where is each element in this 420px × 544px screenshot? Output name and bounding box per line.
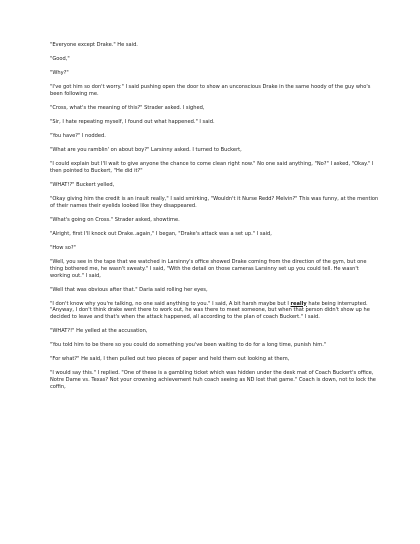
paragraph: "WHAT?!" He yelled at the accusation, — [50, 328, 148, 335]
paragraph-text-after: hate being interrupted. "Anyway, I don't think drake went there to work out, he was there to meet someone, but when that person didn't show up he decided to leave and that's when the attack happened, all according to the plan of coach Buckert." I said. — [50, 300, 370, 321]
paragraph: "What are you ramblin' on about boy?" Larsinny asked. I turned to Buckert, — [50, 146, 242, 153]
document-page — [50, 42, 380, 391]
emphasized-word: really — [290, 300, 307, 307]
paragraph: "WHAT!?" Buckert yelled, — [50, 181, 115, 188]
paragraph: "Sir, I hate repeating myself, I found out what happened." I said. — [50, 118, 215, 125]
paragraph: "Cross, what's the meaning of this?" Strader asked. I sighed, — [50, 104, 205, 111]
paragraph: "You told him to be there so you could do something you've been waiting to do for a long time, punish him." — [50, 342, 327, 349]
paragraph: "How so?" — [50, 244, 76, 251]
paragraph-with-emphasis — [50, 301, 380, 322]
paragraph: "Alright, first I'll knock out Drake..again," I began, "Drake's attack was a set up." I said, — [50, 230, 272, 237]
paragraph: "Why?" — [50, 70, 69, 76]
paragraph: "Everyone except Drake." He said. — [50, 42, 138, 48]
paragraph: "Good," — [50, 56, 70, 62]
paragraph: "Well, you see in the tape that we watched in Larsinny's office showed Drake coming from the direction of the gym, but one thing bothered me, he wasn't sweaty." I said, "With the detail on those cameras Larsinny set up you could tell. He wasn't working out." I said, — [50, 258, 367, 279]
paragraph: "You have?" I nodded. — [50, 132, 106, 139]
paragraph: "For what?" He said, I then pulled out two pieces of paper and held them out looking at them, — [50, 356, 290, 363]
paragraph: "Okay giving him the credit is an insult really," I said smirking, "Wouldn't it Nurse Redd? Melvin?" This was funny, at the mention of their names their eyelids looked like they disappeared. — [50, 195, 379, 209]
paragraph: "What's going on Cross." Strader asked, showtime. — [50, 216, 180, 223]
paragraph: "Well that was obvious after that." Daria said rolling her eyes, — [50, 286, 208, 293]
paragraph: "I've got him so don't worry." I said pushing open the door to show an unconscious Drake in the same hoody of the guy who's been following me. — [50, 84, 371, 97]
paragraph: "I could explain but I'll wait to give anyone the chance to come clean right now." No one said anything, "No?" I asked, "Okay." I then pointed to Buckert, "He did it?" — [50, 160, 374, 174]
paragraph-text-before: "I don't know why you're talking, no one said anything to you." I said, A bit harsh maybe but I — [50, 300, 291, 307]
paragraph: "I would say this." I replied. "One of these is a gambling ticket which was hidden under the desk mat of Coach Buckert's office, Notre Dame vs. Texas? Not your crowning achievement huh coach seeing as ND lost that game." Coach is down, not to lock the coffin, — [50, 370, 376, 391]
